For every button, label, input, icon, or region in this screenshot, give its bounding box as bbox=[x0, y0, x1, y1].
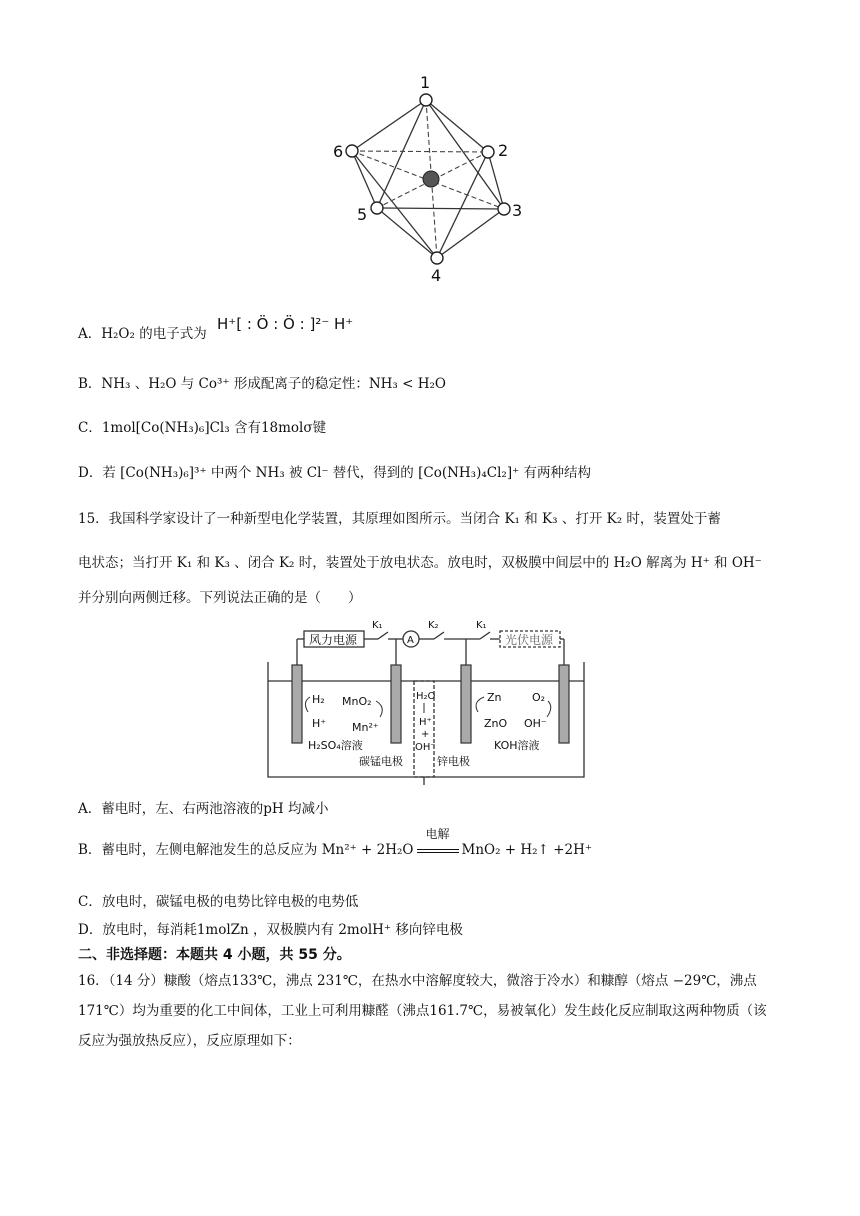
wind-power-label: 风力电源 bbox=[309, 633, 358, 647]
q15-stem-line-2: 电状态；当打开 K₁ 和 K₃ 、闭合 K₂ 时，装置处于放电状态。放电时，双极膜中间层中的 H₂O 解离为 H⁺ 和 OH⁻ bbox=[78, 555, 762, 571]
switch-k1-right-label: K₁ bbox=[476, 620, 487, 631]
q14-option-a-text: H₂O₂ 的电子式为 bbox=[101, 326, 207, 342]
q15-stem-line-1: 15．我国科学家设计了一种新型电化学装置，其原理如图所示。当闭合 K₁ 和 K₃ 、打开 K₂ 时，装置处于蓄 bbox=[78, 511, 721, 527]
membrane-h-plus-label: H⁺ bbox=[419, 717, 432, 728]
h-plus-label: H⁺ bbox=[312, 717, 327, 730]
vertex-label-4: 4 bbox=[431, 266, 442, 285]
q15-option-c: C．放电时，碳锰电极的电势比锌电极的电势低 bbox=[78, 894, 359, 910]
switch-k1-left-label: K₁ bbox=[372, 620, 383, 631]
electrolysis-condition-label: 电解 bbox=[425, 827, 450, 841]
zno-label: ZnO bbox=[484, 717, 508, 730]
h2-label: H₂ bbox=[312, 693, 325, 706]
vertex-label-2: 2 bbox=[498, 141, 509, 160]
q16-text: 16．（14 分）糠酸（熔点133℃，沸点 231℃，在热水中溶解度较大，微溶于冷水）和糠醇（熔点 −29℃，沸点171℃）均为重要的化工中间体，工业上可利用糠醛（沸点161.7℃，易被氧化）发生歧化反应制取这两种物质（该反应为强放热反应），反应原理如下： bbox=[78, 973, 767, 1049]
reaction-equals-sign bbox=[417, 849, 459, 853]
mno2-label: MnO₂ bbox=[342, 695, 372, 708]
q15-option-b-suffix: MnO₂ + H₂↑ +2H⁺ bbox=[461, 842, 592, 858]
membrane-plus-label: + bbox=[421, 729, 430, 740]
electrolysis-condition bbox=[417, 827, 459, 858]
ammeter-label: A bbox=[407, 635, 414, 646]
q15-option-b-prefix: B．蓄电时，左侧电解池发生的总反应为 Mn²⁺ + 2H₂O bbox=[78, 842, 414, 858]
q14-option-c: C．1mol[Co(NH₃)₆]Cl₃ 含有18molσ键 bbox=[78, 420, 327, 436]
oh-minus-label: OH⁻ bbox=[524, 717, 547, 730]
q14-option-a-prefix: A． bbox=[78, 326, 102, 342]
q15-option-a: A．蓄电时，左、右两池溶液的pH 均减小 bbox=[78, 801, 329, 817]
section-2-heading: 二、非选择题：本题共 4 小题，共 55 分。 bbox=[78, 947, 351, 963]
zn-label: Zn bbox=[487, 691, 502, 704]
o2-label: O₂ bbox=[532, 691, 546, 704]
h2so4-solution-label: H₂SO₄溶液 bbox=[308, 739, 363, 752]
membrane-oh-label: OH⁻ bbox=[415, 742, 436, 753]
vertex-label-3: 3 bbox=[512, 201, 523, 220]
carbon-manganese-electrode-label: 碳锰电极 bbox=[359, 755, 403, 768]
q14-option-a bbox=[78, 315, 354, 342]
vertex-label-1: 1 bbox=[420, 73, 431, 92]
membrane-h2o-label: H₂O bbox=[416, 691, 436, 702]
q15-option-d: D．放电时，每消耗1molZn ，双极膜内有 2molH⁺ 移向锌电极 bbox=[78, 922, 463, 938]
electrochemical-apparatus-diagram bbox=[262, 617, 602, 787]
solar-power-label: 光伏电源 bbox=[505, 633, 554, 647]
vertex-label-5: 5 bbox=[357, 205, 368, 224]
q15-option-b bbox=[78, 827, 592, 858]
zinc-electrode-label: 锌电极 bbox=[437, 755, 470, 768]
q15-stem-line-3: 并分别向两侧迁移。下列说法正确的是（ ） bbox=[78, 590, 362, 606]
q14-option-b: B．NH₃ 、H₂O 与 Co³⁺ 形成配离子的稳定性：NH₃ < H₂O bbox=[78, 376, 446, 392]
h2o2-electron-formula: H⁺[ : Ö : Ö : ]²⁻ H⁺ bbox=[217, 315, 354, 333]
koh-solution-label: KOH溶液 bbox=[494, 739, 540, 752]
mn2-label: Mn²⁺ bbox=[352, 721, 379, 734]
switch-k2-label: K₂ bbox=[428, 620, 439, 631]
octahedron-diagram bbox=[330, 70, 530, 285]
q14-option-d: D．若 [Co(NH₃)₆]³⁺ 中两个 NH₃ 被 Cl⁻ 替代，得到的 [Co(NH₃)₄Cl₂]⁺ 有两种结构 bbox=[78, 465, 592, 481]
vertex-label-6: 6 bbox=[333, 142, 344, 161]
